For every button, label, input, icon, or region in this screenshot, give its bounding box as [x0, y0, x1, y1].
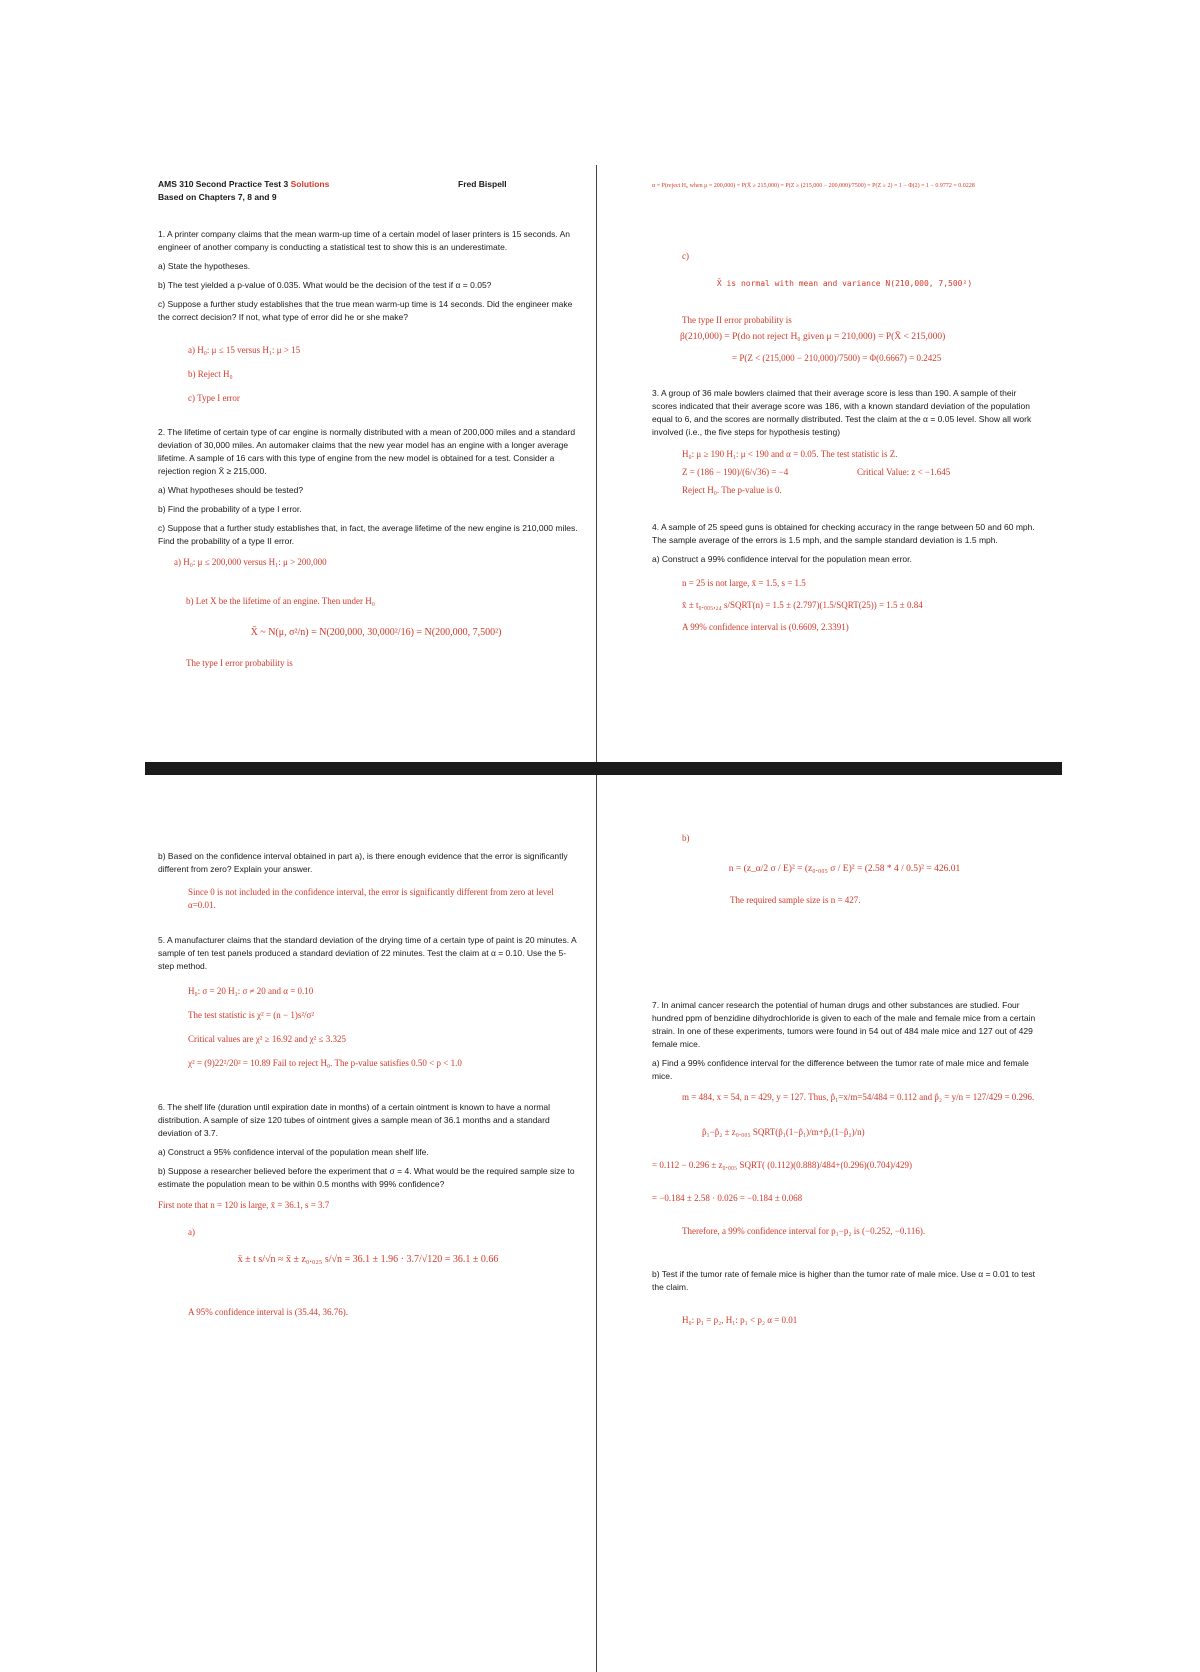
q7a: a) Find a 99% confidence interval for the difference between the tumor rate of male mice and female mice. [652, 1058, 1029, 1081]
q1-answer-c: c) Type I error [188, 393, 240, 403]
part-c-beta-result: = P(Z < (215,000 − 210,000)/7500) = Φ(0.6667) = 0.2425 [732, 353, 942, 363]
q3-critical-value: Critical Value: z < −1.645 [857, 467, 951, 477]
q2-answer-a: a) H₀: μ ≤ 200,000 versus H₁: μ > 200,000 [174, 557, 327, 567]
q5-critical-values: Critical values are χ² ≥ 16.92 and χ² ≤ 3.325 [188, 1034, 346, 1044]
q6-part-a-equation: x̄ ± t s/√n ≈ x̄ ± z₀.₀₂₅ s/√n = 36.1 ± 1.96 · 3.7/√120 = 36.1 ± 0.66 [237, 1254, 499, 1265]
q4b-answer: Since 0 is not included in the confidence interval, the error is significantly different from zero at level α=0.01. [188, 887, 554, 910]
q2-answer-b-tail: The type I error probability is [186, 658, 293, 668]
part-c-distribution: X̄ is normal with mean and variance N(210,000, 7,500²) [716, 279, 973, 288]
q6a: a) Construct a 95% confidence interval of the population mean shelf life. [158, 1147, 429, 1157]
q2-answer-b: b) Let X be the lifetime of an engine. Then under H₀ [186, 596, 375, 606]
q2-answer-b-equation: X̄ ~ N(μ, σ²/n) = N(200,000, 30,000²/16) = N(200,000, 7,500²) [250, 627, 502, 638]
q3-text: 3. A group of 36 male bowlers claimed that their average score is less than 190. A sample of their scores indicated that their average score was 186, with a known standard deviation of the population equal to 6, and the scores are normally distributed. Test the claim at the α = 0.05 level. Show all work involved (i.e., the five steps for hypothesis testing) [652, 388, 1032, 437]
q5-statistic: The test statistic is χ² = (n − 1)s²/σ² [188, 1010, 315, 1020]
q7-substitution: = 0.112 − 0.296 ± z₀.₀₀₅ SQRT( (0.112)(0.888)/484+(0.296)(0.704)/429) [652, 1160, 912, 1170]
doc-author: Fred Bispell [458, 179, 507, 189]
q3-statistic: Z = (186 − 190)/(6/√36) = −4 [682, 467, 789, 477]
page-2 [652, 178, 1037, 638]
q6-part-b-answer: The required sample size is n = 427. [730, 895, 861, 905]
q6-text: 6. The shelf life (duration until expiration date in months) of a certain ointment is known to have a normal distribution. A sample of size 120 tubes of ointment gives a sample mean of 36.1 months and a standard deviation of 3.7. [158, 1102, 551, 1138]
q7b-hypotheses: H₀: p₁ = p₂, H₁: p₁ < p₂ α = 0.01 [682, 1315, 798, 1325]
q7-text: 7. In animal cancer research the potential of human drugs and other substances are studied. Four hundred ppm of benzidine dihydrochloride is given to each of the male and female mice from a certain strain. In one of these experiments, tumors were found in 54 out of 484 male mice and 127 out of 429 female mice. [652, 1000, 1036, 1049]
page-4 [652, 832, 1037, 1327]
q6-part-b-label: b) [682, 833, 690, 843]
q1-answer-a: a) H₀: μ ≤ 15 versus H₁: μ > 15 [188, 345, 301, 355]
q4b: b) Based on the confidence interval obtained in part a), is there enough evidence that the error is significantly different from zero? Explain your answer. [158, 851, 568, 874]
q6b: b) Suppose a researcher believed before the experiment that σ = 4. What would be the required sample size to estimate the population mean to be within 0.5 months with 99% confidence? [158, 1166, 575, 1189]
q6-part-b-equation: n = (z_α/2 σ / E)² = (z₀.₀₀₅ σ / E)² = (2.58 * 4 / 0.5)² = 426.01 [728, 864, 961, 874]
q1-answer-b: b) Reject H₀ [188, 369, 233, 379]
page-divider-bottom [596, 775, 597, 1672]
part-c-type2-intro: The type II error probability is [682, 315, 792, 325]
q3-decision: Reject H₀. The p-value is 0. [682, 485, 782, 495]
page-3 [158, 850, 578, 1319]
q1c: c) Suppose a further study establishes that the true mean warm-up time is 14 seconds. Did the engineer make the correct decision? If not, what type of error did he or she make? [158, 299, 573, 322]
q2b: b) Find the probability of a type I error. [158, 504, 302, 514]
q6-note: First note that n = 120 is large, x̄ = 36.1, s = 3.7 [158, 1200, 330, 1210]
q7b: b) Test if the tumor rate of female mice is higher than the tumor rate of male mice. Use α = 0.01 to test the claim. [652, 1269, 1035, 1292]
q7-formula: p̂₁−p̂₂ ± z₀.₀₀₅ SQRT(p̂₁(1−p̂₁)/m+p̂₂(1−p̂₂)/n) [702, 1127, 865, 1137]
doc-title-solutions: Solutions [290, 179, 330, 189]
page-1 [158, 178, 578, 670]
q1b: b) The test yielded a p-value of 0.035. What would be the decision of the test if α = 0.05? [158, 280, 492, 290]
q5-text: 5. A manufacturer claims that the standard deviation of the drying time of a certain type of paint is 20 minutes. A sample of ten test panels produced a standard deviation of 22 minutes. Test the claim at α = 0.10. Use the 5-step method. [158, 935, 577, 971]
q7-interval-result: Therefore, a 99% confidence interval for p₁−p₂ is (−0.252, −0.116). [682, 1226, 926, 1236]
q5-hypotheses: H₀: σ = 20 H₁: σ ≠ 20 and α = 0.10 [188, 986, 314, 996]
q1-text: 1. A printer company claims that the mean warm-up time of a certain model of laser printers is 15 seconds. An engineer of another company is conducting a statistical test to show this is an underestimate. [158, 229, 570, 252]
alpha-equation: α = P(reject H₀ when μ = 200,000) = P(X̄ ≥ 215,000) = P(Z ≥ (215,000 − 200,000)/7500) = P(Z ≥ 2) = 1 − Φ(2) = 1 − 0.9772 = 0.0228 [652, 183, 975, 189]
q3-hypotheses: H₀: μ ≥ 190 H₁: μ < 190 and α = 0.05. The test statistic is Z. [682, 449, 898, 459]
q4a: a) Construct a 99% confidence interval for the population mean error. [652, 554, 912, 564]
q5-result: χ² = (9)22²/20² = 10.89 Fail to reject H₀. The p-value satisfies 0.50 < p < 1.0 [188, 1058, 462, 1068]
q6-part-a-label: a) [188, 1227, 195, 1237]
q4-given: n = 25 is not large, x̄ = 1.5, s = 1.5 [682, 578, 806, 588]
q2-text: 2. The lifetime of certain type of car engine is normally distributed with a mean of 200,000 miles and a standard deviation of 30,000 miles. An automaker claims that the new year model has an engine with a longer average lifetime. A sample of 16 cars with this type of engine from the new model is obtained for a test. Consider a rejection region X̄ ≥ 215,000. [158, 427, 576, 476]
q1a: a) State the hypotheses. [158, 261, 251, 271]
part-c-label: c) [682, 251, 689, 261]
q2c: c) Suppose that a further study establishes that, in fact, the average lifetime of the new engine is 210,000 miles. Find the probability of a type II error. [158, 523, 578, 546]
q4-interval-calc: x̄ ± t₀.₀₀₅,₂₄ s/SQRT(n) = 1.5 ± (2.797)(1.5/SQRT(25)) = 1.5 ± 0.84 [682, 600, 923, 610]
q7-given: m = 484, x = 54, n = 429, y = 127. Thus, p̂₁=x/m=54/484 = 0.112 and p̂₂ = y/n = 127/429 = 0.296. [682, 1092, 1035, 1102]
part-c-beta: β(210,000) = P(do not reject H₀ given μ = 210,000) = P(X̄ < 215,000) [680, 332, 946, 342]
page-divider-top [596, 165, 597, 762]
q4-interval-result: A 99% confidence interval is (0.6609, 2.3391) [682, 622, 849, 632]
doc-title: AMS 310 Second Practice Test 3 [158, 179, 289, 189]
doc-subtitle: Based on Chapters 7, 8 and 9 [158, 192, 277, 202]
q2a: a) What hypotheses should be tested? [158, 485, 304, 495]
q7-calculation: = −0.184 ± 2.58 · 0.026 = −0.184 ± 0.068 [652, 1193, 803, 1203]
horizontal-divider-bar [145, 762, 1062, 775]
q4-text: 4. A sample of 25 speed guns is obtained for checking accuracy in the range between 50 and 60 mph. The sample average of the errors is 1.5 mph, and the sample standard deviation is 1.5 mph. [652, 522, 1035, 545]
q6-part-a-answer: A 95% confidence interval is (35.44, 36.76). [188, 1307, 348, 1317]
